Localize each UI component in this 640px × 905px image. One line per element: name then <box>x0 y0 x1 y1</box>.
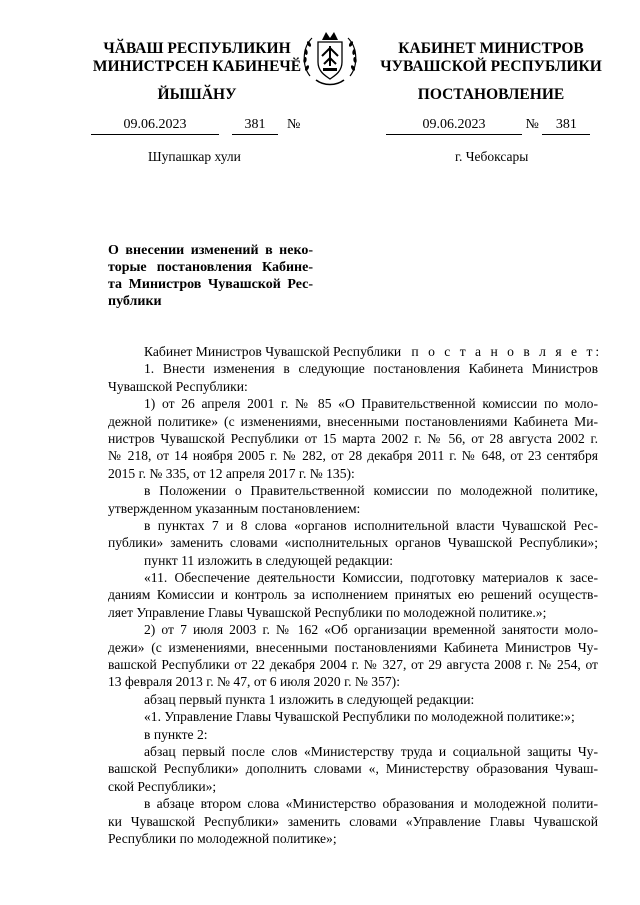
header-right <box>380 40 602 76</box>
body-line: 1) от 26 апреля 2001 г. № 85 «О Правительственной комиссии по моло- <box>144 396 598 412</box>
number-sign-right: № <box>525 117 539 132</box>
date-left: 09.06.2023 <box>91 117 219 135</box>
title-line: публики <box>108 294 162 309</box>
doctype-right: ПОСТАНОВЛЕНИЕ <box>417 86 565 103</box>
header-left-line1: ЧӐВАШ РЕСПУБЛИКИН <box>103 40 291 57</box>
body-line: публики» заменить словами «исполнительных органов Чувашской Республики»; <box>108 535 598 551</box>
title-line: та Министров Чувашской Рес- <box>108 277 313 292</box>
body-line: вашской Республики» дополнить словами «, Министерству образования Чуваш- <box>108 761 598 777</box>
body-line: ляет Управление Главы Чувашской Республики по молодежной политике.»; <box>108 604 547 620</box>
body-line: 2) от 7 июля 2003 г. № 162 «Об организации временной занятости моло- <box>144 622 598 638</box>
body-line: абзац первый пункта 1 изложить в следующей редакции: <box>144 691 475 707</box>
number-right: 381 <box>542 117 590 135</box>
body-line: дежной политике» (с изменениями, внесенными постановлениями Кабинета Ми- <box>108 413 598 429</box>
document-body <box>108 343 603 847</box>
header-right-line1: КАБИНЕТ МИНИСТРОВ <box>398 40 584 57</box>
body-line: нистров Чувашской Республики от 15 марта 2002 г. № 56, от 28 августа 2002 г. <box>108 430 598 446</box>
body-line: в Положении о Правительственной комиссии по молодежной политике, <box>144 483 598 499</box>
body-line: Чувашской Республики: <box>108 378 248 394</box>
doctype-left: ЙЫШӐНУ <box>157 86 237 103</box>
body-line: «1. Управление Главы Чувашской Республики по молодежной политике:»; <box>144 709 575 725</box>
body-line: 1. Внести изменения в следующие постановления Кабинета Министров <box>144 361 598 377</box>
body-line: в абзаце втором слова «Министерство образования и молодежной полити- <box>144 796 598 812</box>
dateline-left <box>91 117 300 135</box>
body-line: в пункте 2: <box>144 726 208 742</box>
body-line: дежи» (с изменениями, внесенными постановлениями Кабинета Министров Чу- <box>108 639 598 655</box>
body-line: «11. Обеспечение деятельности Комиссии, подготовку материалов к засе- <box>144 570 598 586</box>
body-line <box>108 343 603 360</box>
title-line: О внесении изменений в неко- <box>108 243 313 258</box>
dateline-right <box>386 117 590 135</box>
body-line: в пунктах 7 и 8 слова «органов исполнительной власти Чувашской Рес- <box>144 517 598 533</box>
body-line: ки Чувашской Республики» заменить словами «Управление Главы Чувашской <box>108 813 598 829</box>
number-sign-left: № <box>287 117 301 132</box>
number-left: 381 <box>232 117 278 135</box>
body-line: 13 февраля 2013 г. № 47, от 6 июля 2020 г. № 357): <box>108 674 400 690</box>
chuvash-emblem-icon <box>300 26 360 88</box>
preamble-text: Кабинет Министров Чувашской Республики <box>144 344 402 359</box>
resolves-word: п о с т а н о в л я е т: <box>411 344 603 359</box>
header-right-line2: ЧУВАШСКОЙ РЕСПУБЛИКИ <box>380 58 602 75</box>
place-left: Шупашкар хули <box>148 149 241 164</box>
document-title <box>108 242 313 310</box>
place-right: г. Чебоксары <box>455 149 529 164</box>
header-left <box>72 40 322 76</box>
body-line: пункт 11 изложить в следующей редакции: <box>144 552 394 568</box>
body-line: даниям Комиссии и контроль за исполнением принятых ею решений осуществ- <box>108 587 598 603</box>
date-right: 09.06.2023 <box>386 117 522 135</box>
title-line: торые постановления Кабине- <box>108 260 313 275</box>
body-line: 2015 г. № 335, от 12 апреля 2017 г. № 135): <box>108 465 355 481</box>
body-line: Республики по молодежной политике»; <box>108 830 337 846</box>
header-left-line2: МИНИСТРСЕН КАБИНЕЧӖ <box>92 58 302 75</box>
body-line: утвержденном указанным постановлением: <box>108 500 361 516</box>
body-line: вашской Республики от 22 декабря 2004 г. № 327, от 29 августа 2008 г. № 254, от <box>108 657 598 673</box>
body-line: абзац первый после слов «Министерству труда и социальной защиты Чу- <box>144 743 598 759</box>
body-line: № 218, от 14 ноября 2005 г. № 282, от 28 декабря 2011 г. № 648, от 23 сентября <box>108 448 598 464</box>
body-line: ской Республики»; <box>108 778 217 794</box>
